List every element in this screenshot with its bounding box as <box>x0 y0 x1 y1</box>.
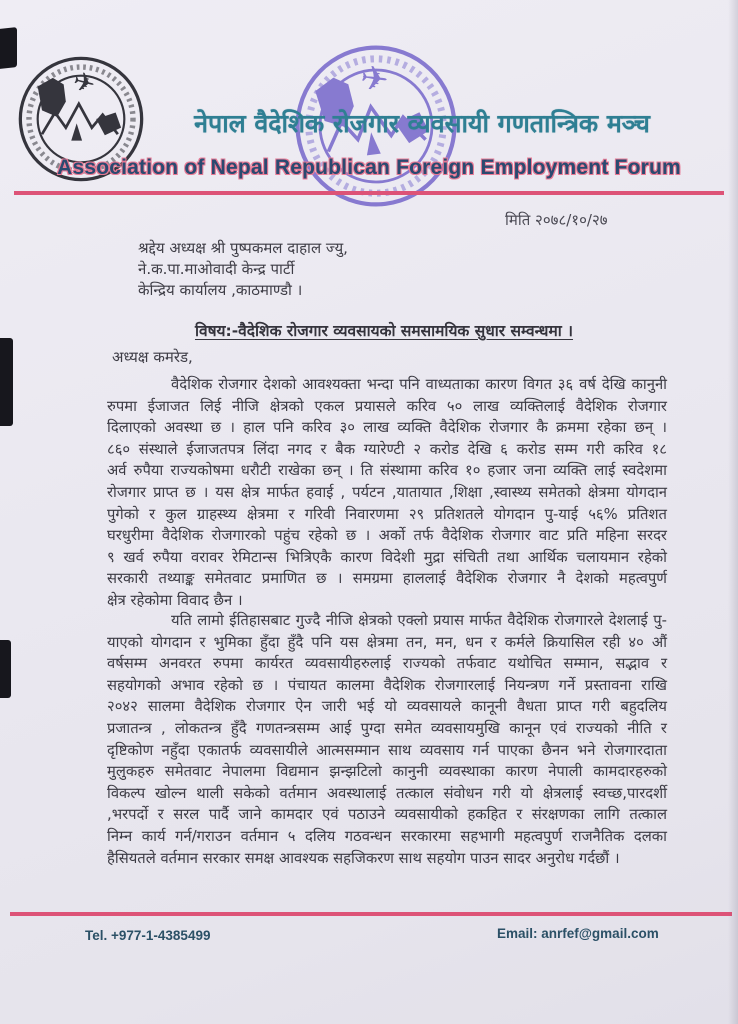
addressee-line-1: श्रद्देय अध्यक्ष श्री पुष्पकमल दाहाल ज्यु, <box>138 239 348 257</box>
scan-artifact <box>0 640 11 698</box>
footer-email: Email: anrfef@gmail.com <box>497 926 659 941</box>
body-line: रुपमा ईजाजत लिई नीजि क्षेत्रको एकल प्रयासले करिव ५० लाख व्यक्तिलाई वैदेशिक रोजगार <box>107 397 667 415</box>
header-divider <box>14 191 724 195</box>
date-line: मिति २०७८/१०/२७ <box>505 211 608 229</box>
body-line: याएको योगदान र भुमिका हुँदा हुँदै पनि यस क्षेत्रमा तन, मन, धन र कर्मले क्रियासिल रही ४० औं <box>107 633 667 651</box>
body-line: दृष्टिकोण नहुँदा एकातर्फ व्यवसायीले आत्मसम्मान साथ व्यवसाय गर्न पाएका छैनन भने रोजगारदाता <box>107 741 667 759</box>
addressee-line-2: ने.क.पा.माओवादी केन्द्र पार्टी <box>138 260 295 278</box>
scan-artifact <box>0 338 13 426</box>
body-line: पुगेको र कुल ग्राहस्थ्य क्षेत्रमा र गरिवी निवारणमा २९ प्रतिशतले योगदान पु-याई ५६% प्रतिशत <box>107 505 667 523</box>
body-line: प्रजातन्त्र , लोकतन्त्र हुँदै गणतन्त्रसम्म आई पुग्दा समेत व्यवसायमुखि कानून एवं राज्यको नीति र <box>107 719 667 737</box>
scan-artifact <box>0 27 17 69</box>
body-line: दिलाएको अवस्था छ । हाल पनि करिव ३० लाख व्यक्ति वैदेशिक रोजगार कै क्रममा रहेका छन् । <box>107 419 667 437</box>
addressee-line-3: केन्द्रिय कार्यालय ,काठमाण्डौ । <box>138 281 303 299</box>
body-line: वर्षसम्म अनवरत रुपमा कार्यरत व्यवसायीहरुलाई राज्यको तर्फवाट यथोचित सम्मान, सद्भाव र <box>107 655 667 673</box>
body-line: ९ खर्व रुपैया वरावर रेमिटान्स भित्रिएकै कारण विदेशी मुद्रा संचिती तथा आर्थिक चलायमान रहेको <box>107 548 667 566</box>
body-line: वैदेशिक रोजगार देशको आवश्यक्ता भन्दा पनि वाध्यताका कारण विगत ३६ वर्ष देखि कानुनी <box>171 376 667 393</box>
body-line: सरकारी तथ्याङ्क समेतवाट प्रमाणित छ । समग्रमा हाललाई वैदेशिक रोजगार नै देशको महत्वपुर्ण <box>107 570 667 588</box>
body-line: अर्व रुपैया राज्यकोषमा धरौटी राखेका छन् । ति संस्थामा करिव १० हजार जना व्यक्ति लाई स्वदेशमा <box>107 462 667 480</box>
body-line: २०४२ सालमा वैदेशिक रोजगार ऐन जारी भई यो व्यवसायले कानूनी वैधता प्राप्त गरी बहुदलिय <box>107 698 667 716</box>
body-line: सहयोगको अभाव रहेको छ । पंचायत कालमा वैदेशिक रोजगारलाई नियन्त्रण गर्ने प्रस्तावना राखि <box>107 676 667 694</box>
body-line: हैसियतले वर्तमान सरकार समक्ष आवश्यक सहजिकरण साथ सहयोग पाउन सादर अनुरोध गर्दछौं । <box>107 849 620 867</box>
subject-line: विषय:-वैदेशिक रोजगार व्यवसायको समसामयिक सुधार सम्वन्धमा । <box>194 322 574 340</box>
body-line: निम्न कार्य गर्न/गराउन वर्तमान ५ दलिय गठवन्धन सरकारमा सहभागी महत्वपुर्ण राजनैतिक दलका <box>107 827 667 845</box>
org-name-nepali: नेपाल वैदेशिक रोजगार व्यवसायी गणतान्त्रिक मञ्च <box>194 109 650 138</box>
body-line: ८६० संस्थाले ईजाजतपत्र लिंदा नगद र बैक ग्यारेण्टी २ करोड देखि ६ करोड सम्म गरी करिव १८ <box>107 440 667 458</box>
svg-text:✈: ✈ <box>358 57 391 100</box>
addressee-block <box>138 238 348 301</box>
body-line: ,भरपर्दो र सरल पार्दै जाने कामदार एवं पठाउने व्यवसायीको हकहित र संरक्षणका लागि तत्काल <box>107 806 667 824</box>
body-line: घरधुरीमा वैदेशिक रोजगारको पहुंच रहेको छ । अर्को तर्फ वैदेशिक रोजगार वाट प्रति महिना सरदर <box>107 527 667 545</box>
svg-text:✈: ✈ <box>69 66 99 101</box>
body-line: मुलुकहरु समेतवाट नेपालमा विद्यमान झन्झटिलो कानुनी व्यवस्थाका कारण नेपाली कामदारहरुको <box>107 763 667 781</box>
body-line: क्षेत्र रहेकोमा विवाद छैन । <box>107 591 243 609</box>
body-paragraph-1 <box>107 374 667 612</box>
footer-divider <box>10 912 732 916</box>
body-paragraph-2 <box>107 610 667 869</box>
body-line: विकल्प खोल्न थाली सकेको वर्तमान अवस्थालाई तत्काल संवोधन गरी यो क्षेत्रलाई स्वच्छ,पारदर्शी <box>107 784 667 802</box>
org-name-english: Association of Nepal Republican Foreign Employment Forum <box>57 156 681 179</box>
salutation: अध्यक्ष कमरेड, <box>112 348 193 366</box>
body-line: यति लामो ईतिहासबाट गुज्दै नीजि क्षेत्रको एक्लो प्रयास मार्फत वैदेशिक रोजगारले देशलाई पु- <box>171 612 667 629</box>
footer-telephone: Tel. +977-1-4385499 <box>85 928 211 943</box>
body-line: रोजगार प्राप्त छ । यस क्षेत्र मार्फत हवाई , पर्यटन ,यातायात ,शिक्षा ,स्वास्थ्य समेतको क्षेत्रमा योगदान <box>107 483 667 501</box>
